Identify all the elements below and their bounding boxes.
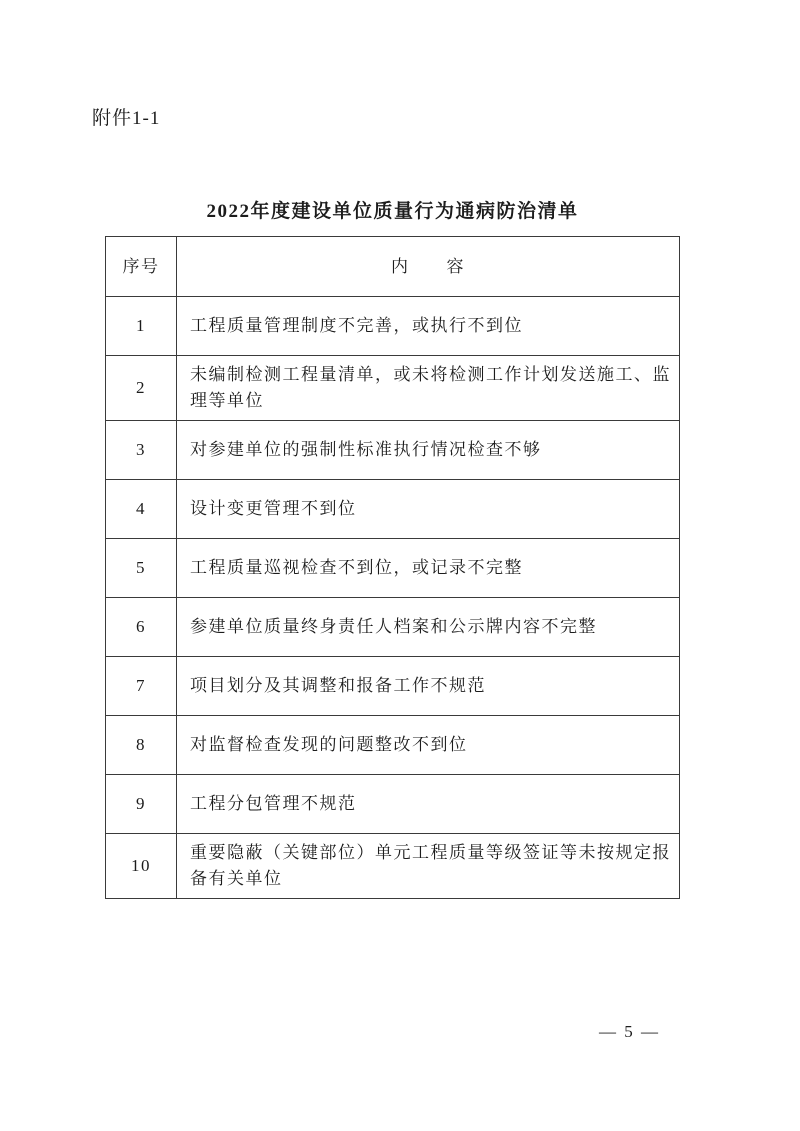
row-content: 设计变更管理不到位 (177, 480, 680, 539)
row-index: 6 (106, 598, 177, 657)
table-row (106, 716, 680, 775)
row-index: 4 (106, 480, 177, 539)
table-row (106, 834, 680, 899)
header-content: 内 容 (177, 237, 680, 297)
row-content: 工程分包管理不规范 (177, 775, 680, 834)
table-row (106, 775, 680, 834)
table-row (106, 356, 680, 421)
row-index: 2 (106, 356, 177, 421)
row-index: 5 (106, 539, 177, 598)
row-content: 工程质量管理制度不完善，或执行不到位 (177, 297, 680, 356)
attachment-label: 附件1-1 (92, 108, 161, 129)
row-content: 参建单位质量终身责任人档案和公示牌内容不完整 (177, 598, 680, 657)
row-content: 对参建单位的强制性标准执行情况检查不够 (177, 421, 680, 480)
table-row (106, 297, 680, 356)
row-content: 工程质量巡视检查不到位，或记录不完整 (177, 539, 680, 598)
defect-prevention-table (105, 236, 680, 899)
page-title: 2022年度建设单位质量行为通病防治清单 (206, 201, 579, 222)
row-index: 1 (106, 297, 177, 356)
row-index: 10 (106, 834, 177, 899)
table-header-row (106, 237, 680, 297)
page-number: — 5 — (599, 1022, 660, 1041)
row-content: 对监督检查发现的问题整改不到位 (177, 716, 680, 775)
row-content: 未编制检测工程量清单，或未将检测工作计划发送施工、监理等单位 (177, 356, 680, 421)
row-content: 重要隐蔽（关键部位）单元工程质量等级签证等未按规定报备有关单位 (177, 834, 680, 899)
row-index: 8 (106, 716, 177, 775)
row-index: 3 (106, 421, 177, 480)
row-index: 7 (106, 657, 177, 716)
table-row (106, 539, 680, 598)
row-index: 9 (106, 775, 177, 834)
table-row (106, 480, 680, 539)
table-row (106, 598, 680, 657)
table-row (106, 421, 680, 480)
header-index: 序号 (106, 237, 177, 297)
table-row (106, 657, 680, 716)
row-content: 项目划分及其调整和报备工作不规范 (177, 657, 680, 716)
